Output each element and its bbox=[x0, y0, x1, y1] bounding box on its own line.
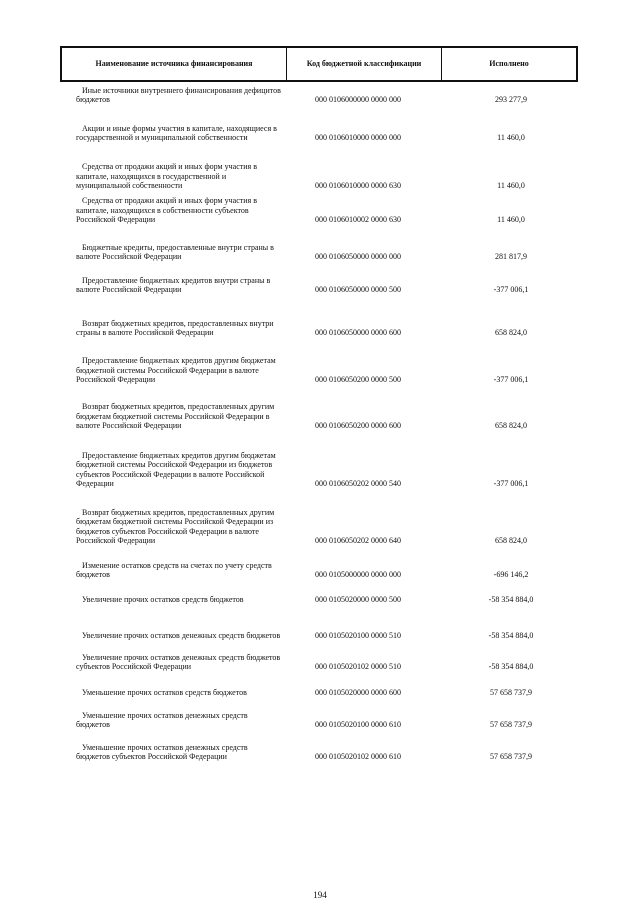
row-name: Уменьшение прочих остатков денежных средств бюджетов bbox=[76, 710, 248, 730]
row-value: -377 006,1 bbox=[493, 285, 529, 295]
row-name: Иные источники внутреннего финансирования дефицитов бюджетов bbox=[76, 85, 281, 105]
row-value: -377 006,1 bbox=[493, 479, 529, 489]
row-code: 000 0106050200 0000 500 bbox=[315, 375, 401, 385]
row-code: 000 0106010000 0000 630 bbox=[315, 181, 401, 191]
row-code: 000 0105020100 0000 510 bbox=[315, 631, 401, 641]
column-header-code: Код бюджетной классификации bbox=[287, 48, 442, 80]
row-code: 000 0106050202 0000 640 bbox=[315, 536, 401, 546]
row-code: 000 0106010000 0000 000 bbox=[315, 133, 401, 143]
row-code: 000 0105020000 0000 500 bbox=[315, 595, 401, 605]
row-code: 000 0106050000 0000 500 bbox=[315, 285, 401, 295]
table-row bbox=[0, 738, 640, 762]
row-name: Предоставление бюджетных кредитов внутри страны в валюте Российской Федерации bbox=[76, 275, 271, 295]
row-value: 658 824,0 bbox=[495, 421, 527, 431]
row-name: Возврат бюджетных кредитов, предоставленных другим бюджетам бюджетной системы Российской Федерации в валюте Российской Федерации bbox=[76, 402, 275, 431]
row-code: 000 0105020102 0000 510 bbox=[315, 662, 401, 672]
row-code: 000 0106050000 0000 000 bbox=[315, 252, 401, 262]
table-row bbox=[0, 685, 640, 698]
row-code: 000 0105020000 0000 600 bbox=[315, 688, 401, 698]
table-row bbox=[0, 556, 640, 580]
row-value: 11 460,0 bbox=[497, 133, 525, 143]
row-value: 293 277,9 bbox=[495, 95, 527, 105]
table-header bbox=[60, 46, 578, 82]
column-header-name: Наименование источника финансирования bbox=[62, 48, 287, 80]
table-row bbox=[0, 108, 640, 143]
row-name: Изменение остатков средств на счетах по учету средств бюджетов bbox=[76, 560, 272, 580]
row-code: 000 0105020102 0000 610 bbox=[315, 752, 401, 762]
row-name: Возврат бюджетных кредитов, предоставленных другим бюджетам бюджетной системы Российской Федерации из бюджетов субъектов Российской Федерации в валюте Российской Федерации bbox=[76, 507, 275, 546]
row-name: Акции и иные формы участия в капитале, находящиеся в государственной и муниципальной собственности bbox=[76, 123, 277, 143]
row-value: -696 146,2 bbox=[493, 570, 529, 580]
row-value: 658 824,0 bbox=[495, 328, 527, 338]
row-name: Средства от продажи акций и иных форм участия в капитале, находящихся в собственности субъектов Российской Федерации bbox=[76, 196, 257, 225]
row-name: Бюджетные кредиты, предоставленные внутри страны в валюте Российской Федерации bbox=[76, 242, 274, 262]
row-name: Уменьшение прочих остатков денежных средств бюджетов субъектов Российской Федерации bbox=[76, 742, 248, 762]
row-value: 57 658 737,9 bbox=[490, 688, 532, 698]
row-value: 658 824,0 bbox=[495, 536, 527, 546]
row-code: 000 0105000000 0000 000 bbox=[315, 570, 401, 580]
row-name: Увеличение прочих остатков денежных средств бюджетов bbox=[82, 631, 281, 641]
row-value: 57 658 737,9 bbox=[490, 720, 532, 730]
row-value: 281 817,9 bbox=[495, 252, 527, 262]
table-row bbox=[0, 156, 640, 191]
row-code: 000 0106010002 0000 630 bbox=[315, 215, 401, 225]
row-name: Возврат бюджетных кредитов, предоставленных внутри страны в валюте Российской Федерации bbox=[76, 318, 274, 338]
page-number: 194 bbox=[313, 890, 327, 900]
row-code: 000 0106000000 0000 000 bbox=[315, 95, 401, 105]
row-value: -58 354 884,0 bbox=[488, 595, 534, 605]
row-code: 000 0106050000 0000 600 bbox=[315, 328, 401, 338]
table-row bbox=[0, 271, 640, 295]
table-row bbox=[0, 706, 640, 730]
table-row bbox=[0, 189, 640, 225]
row-code: 000 0106050202 0000 540 bbox=[315, 479, 401, 489]
table-row bbox=[0, 443, 640, 489]
row-value: 11 460,0 bbox=[497, 181, 525, 191]
row-name: Увеличение прочих остатков денежных средств бюджетов субъектов Российской Федерации bbox=[76, 652, 281, 672]
column-header-value: Исполнено bbox=[489, 59, 529, 68]
row-value: 57 658 737,9 bbox=[490, 752, 532, 762]
table-row bbox=[0, 500, 640, 546]
table-row bbox=[0, 649, 640, 672]
row-value: -58 354 884,0 bbox=[488, 631, 534, 641]
row-name: Предоставление бюджетных кредитов другим бюджетам бюджетной системы Российской Федерации в валюте Российской Федерации bbox=[76, 356, 276, 385]
table-row bbox=[0, 351, 640, 385]
row-name: Уменьшение прочих остатков средств бюджетов bbox=[82, 688, 247, 698]
row-value: -377 006,1 bbox=[493, 375, 529, 385]
table-row bbox=[0, 592, 640, 605]
row-code: 000 0105020100 0000 610 bbox=[315, 720, 401, 730]
row-code: 000 0106050200 0000 600 bbox=[315, 421, 401, 431]
table-row bbox=[0, 238, 640, 262]
row-value: -58 354 884,0 bbox=[488, 662, 534, 672]
table-row bbox=[0, 314, 640, 338]
row-value: 11 460,0 bbox=[497, 215, 525, 225]
table-row bbox=[0, 84, 640, 105]
row-name: Предоставление бюджетных кредитов другим бюджетам бюджетной системы Российской Федерации из бюджетов субъектов Российской Федерации в валюте Российской Федерации bbox=[76, 450, 276, 489]
row-name: Увеличение прочих остатков средств бюджетов bbox=[82, 595, 244, 605]
table-row bbox=[0, 618, 640, 641]
row-name: Средства от продажи акций и иных форм участия в капитале, находящихся в государственной и муниципальной собственности bbox=[76, 162, 257, 191]
table-row bbox=[0, 396, 640, 431]
